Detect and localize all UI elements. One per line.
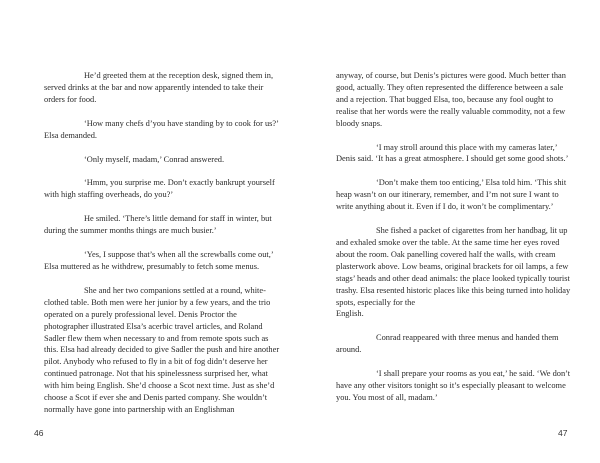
right-page: [300, 0, 600, 463]
paragraph: ‘Only myself, madam,’ Conrad answered.: [84, 154, 225, 164]
paragraph: ‘Yes, I suppose that’s when all the screwballs come out,’ Elsa muttered as he withdrew, presumably to fetch some menus.: [44, 250, 274, 271]
paragraph: She fished a packet of cigarettes from her handbag, lit up and exhaled smoke over the table. At the same time her eyes roved about the room. Oak panelling covered half the walls, with cream plasterwork above. Low beams, original brackets for oil lamps, a few stags’ heads and other dead animals: the place looked typically tourist trashy. Elsa resented historic places like this being turned into holiday spots, especially for the: [336, 226, 571, 307]
paragraph: Conrad reappeared with three menus and handed them around.: [336, 333, 559, 355]
paragraph: English.: [336, 309, 364, 319]
page-number: 46: [34, 428, 44, 438]
left-text-column: [44, 70, 280, 428]
paragraph: ‘Hmm, you surprise me. Don’t exactly bankrupt yourself with high staffing overheads, do you?’: [44, 178, 275, 200]
paragraph: anyway, of course, but Denis’s pictures were good. Much better than good, actually. They often represented the difference between a sale and a rejection. That bugged Elsa, too, because any fool ought to realise that her words were the really valuable commodity, not a few bloody snaps.: [336, 71, 566, 128]
paragraph: ‘How many chefs d’you have standing by to cook for us?’ Elsa demanded.: [44, 118, 279, 140]
page-number: 47: [558, 428, 568, 438]
paragraph: ‘Don’t make them too enticing,’ Elsa told him. ‘This shit heap wasn’t on our itinerary, remember, and I’m not sure I want to write anything about it. Even if I do, it won’t be complimentary.’: [336, 178, 567, 212]
paragraph: ‘I shall prepare your rooms as you eat,’ he said. ‘We don’t have any other visitors tonight so it’s especially pleasant to welcome you. You most of all, madam.’: [336, 369, 571, 402]
paragraph: She and her two companions settled at a round, white-clothed table. Both men were her junior by a few years, and the trio operated on a purely professional level. Denis Proctor the photographer illustrated Elsa’s acerbic travel articles, and Roland Sadler flew them when necessary to and from remote spots such as this. Elsa had already decided to give Sadler the push and hire another pilot. Anybody who refused to fly in a bit of fog didn’t deserve her continued patronage. Not that his spinelessness surprised her, what with him being English. She’d choose a Scot next time. Just as she’d choose a Scot if ever she and Denis parted company. She wouldn’t normally have gone into partnership with an Englishman: [44, 285, 280, 414]
paragraph: ‘I may stroll around this place with my cameras later,’ Denis said. ‘It has a great atmosphere. I should get some good shots.’: [336, 142, 569, 164]
right-text-column: [336, 70, 576, 416]
paragraph: He smiled. ‘There’s little demand for staff in winter, but during the summer months things are much busier.’: [44, 214, 272, 236]
paragraph: He’d greeted them at the reception desk, signed them in, served drinks at the bar and now apparently intended to take their orders for food.: [44, 71, 274, 104]
